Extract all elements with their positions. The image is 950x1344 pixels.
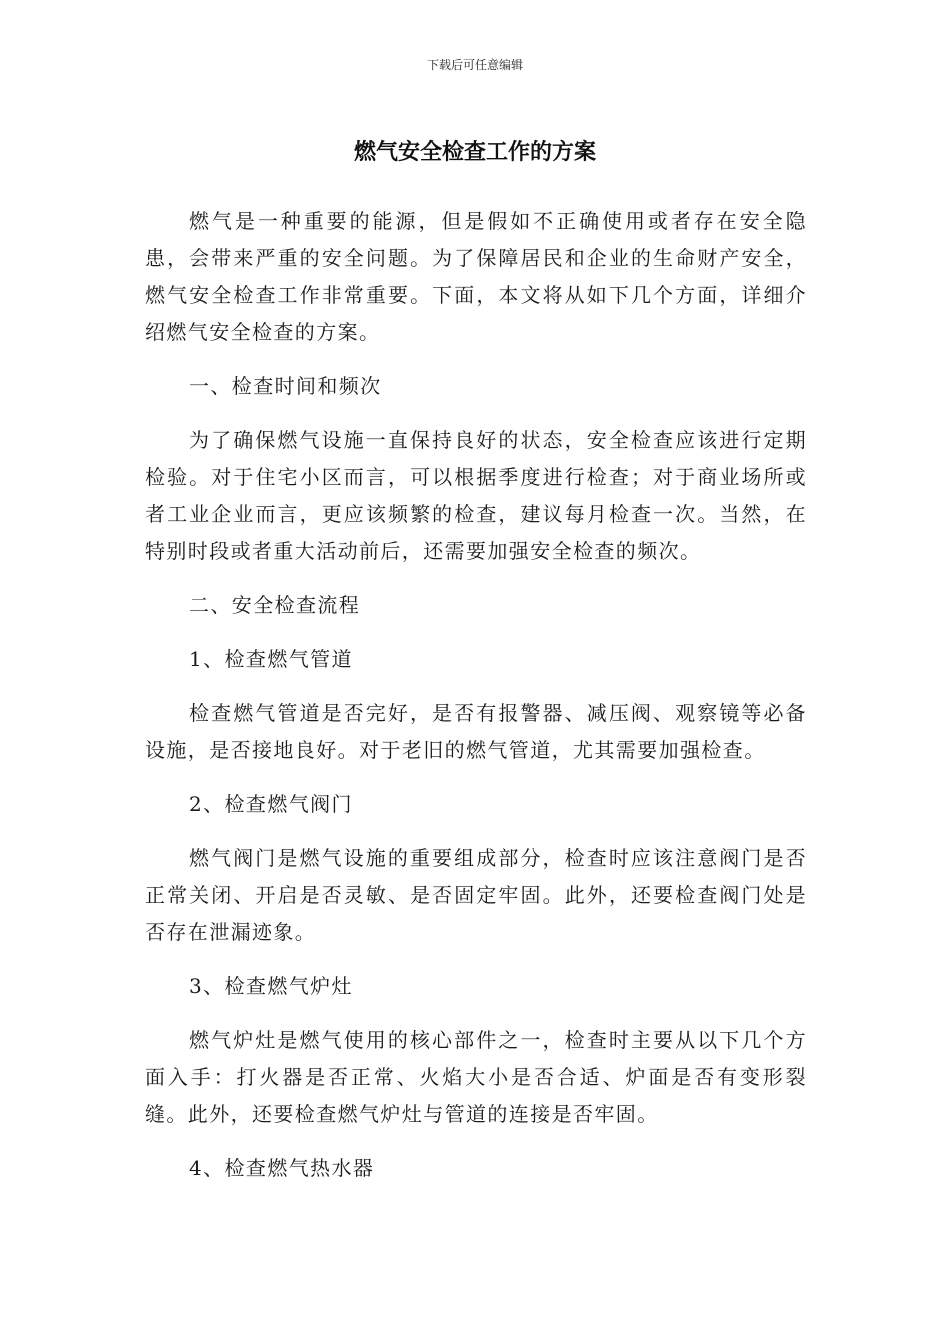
section-heading-schedule: 一、检查时间和频次 [189,374,382,398]
paragraph-pipes: 检查燃气管道是否完好，是否有报警器、减压阀、观察镜等必备设施，是否接地良好。对于老旧的燃气管道，尤其需要加强检查。 [145,701,807,762]
subheading-pipes: 1、检查燃气管道 [189,647,353,671]
paragraph-stoves: 燃气炉灶是燃气使用的核心部件之一，检查时主要从以下几个方面入手：打火器是否正常、火焰大小是否合适、炉面是否有变形裂缝。此外，还要检查燃气炉灶与管道的连接是否牢固。 [145,1028,807,1126]
header-note: 下载后可任意编辑 [426,58,523,72]
subheading-valves: 2、检查燃气阀门 [189,792,353,816]
paragraph-schedule: 为了确保燃气设施一直保持良好的状态，安全检查应该进行定期检验。对于住宅小区而言，可以根据季度进行检查；对于商业场所或者工业企业而言，更应该频繁的检查，建议每月检查一次。当然，在特别时段或者重大活动前后，还需要加强安全检查的频次。 [145,428,807,563]
document-title: 燃气安全检查工作的方案 [353,140,596,165]
subheading-stoves: 3、检查燃气炉灶 [189,974,353,998]
section-heading-process: 二、安全检查流程 [189,593,361,617]
paragraph-valves: 燃气阀门是燃气设施的重要组成部分，检查时应该注意阀门是否正常关闭、开启是否灵敏、是否固定牢固。此外，还要检查阀门处是否存在泄漏迹象。 [145,846,807,944]
document-body [145,203,807,1204]
paragraph-intro: 燃气是一种重要的能源，但是假如不正确使用或者存在安全隐患，会带来严重的安全问题。为了保障居民和企业的生命财产安全，燃气安全检查工作非常重要。下面，本文将从如下几个方面，详细介绍燃气安全检查的方案。 [145,209,807,344]
subheading-water-heater: 4、检查燃气热水器 [189,1156,375,1180]
